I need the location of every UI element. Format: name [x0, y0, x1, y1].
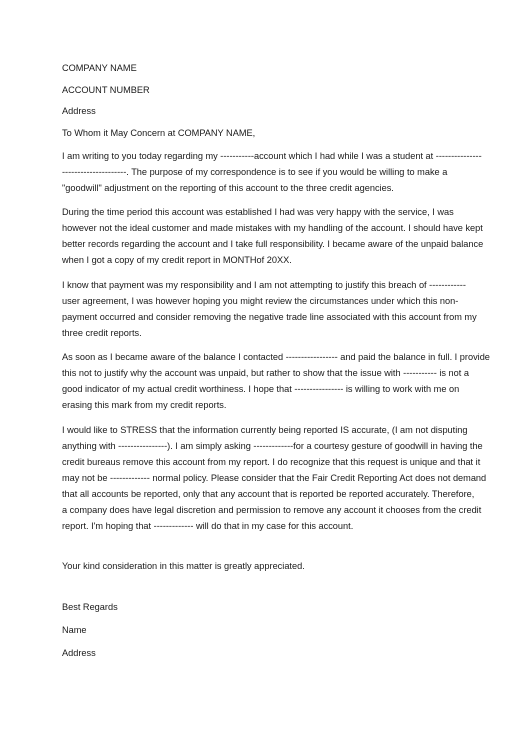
- paragraph-line: erasing this mark from my credit reports.: [62, 400, 227, 410]
- spacer: [62, 581, 474, 599]
- sign-off: Best Regards: [62, 602, 118, 612]
- spacer: [62, 542, 474, 558]
- paragraph-1: [62, 148, 482, 196]
- paragraph-line: this not to justify why the account was unpaid, but rather to show that the issue with ----------- is not a: [62, 368, 469, 378]
- paragraph-line: I am writing to you today regarding my -----------account which I had while I was a student at ---------------: [62, 150, 482, 161]
- signature-address: Address: [62, 648, 96, 658]
- company-name: COMPANY NAME: [62, 63, 137, 73]
- paragraph-line: good indicator of my actual credit worthiness. I hope that ---------------- is willing to work with me on: [62, 384, 460, 394]
- paragraph-line: however not the ideal customer and made mistakes with my handling of the account. I should have kept: [62, 223, 483, 233]
- paragraph-2: [62, 204, 484, 268]
- paragraph-line: I know that payment was my responsibility and I am not attempting to justify this breach of ------------: [62, 279, 466, 290]
- salutation: To Whom it May Concern at COMPANY NAME,: [62, 127, 256, 138]
- paragraph-line: I would like to STRESS that the information currently being reported IS accurate, (I am not disputing: [62, 424, 468, 435]
- paragraph-line: better records regarding the account and I take full responsibility. I became aware of the unpaid balance: [62, 239, 484, 249]
- paragraph-line: anything with ----------------). I am simply asking -------------for a courtesy gesture of goodwill in having the: [62, 440, 483, 451]
- paragraph-line: During the time period this account was established I had was very happy with the service, I was: [62, 207, 454, 217]
- paragraph-line: ---------------------. The purpose of my correspondence is to see if you would be willing to make a: [62, 166, 448, 177]
- paragraph-line: may not be ------------- normal policy. Please consider that the Fair Credit Reporting Act does not demand: [62, 472, 487, 483]
- paragraph-line: user agreement, I was however hoping you might review the circumstances under which this non-: [62, 295, 459, 306]
- paragraph-4: [62, 349, 490, 413]
- paragraph-line: when I got a copy of my credit report in MONTHof 20XX.: [62, 255, 292, 265]
- closing-sentence: Your kind consideration in this matter is greatly appreciated.: [62, 561, 305, 571]
- paragraph-line: "goodwill" adjustment on the reporting of this account to the three credit agencies.: [62, 182, 394, 193]
- paragraph-line: three credit reports.: [62, 327, 142, 338]
- signature-name: Name: [62, 625, 87, 635]
- paragraph-line: payment occurred and consider removing the negative trade line associated with this account from my: [62, 311, 477, 322]
- paragraph-line: report. I'm hoping that ------------- will do that in my case for this account.: [62, 520, 354, 531]
- paragraph-line: credit bureaus remove this account from my report. I do recognize that this request is unique and that it: [62, 456, 481, 467]
- account-number: ACCOUNT NUMBER: [62, 84, 150, 95]
- paragraph-3: [62, 277, 477, 341]
- paragraph-line: As soon as I became aware of the balance I contacted ----------------- and paid the balance in full. I provide: [62, 352, 490, 362]
- address: Address: [62, 106, 96, 116]
- paragraph-line: that all accounts be reported, only that any account that is reported be reported accurately. Therefore,: [62, 488, 475, 499]
- paragraph-line: a company does have legal discretion and permission to remove any account it chooses from the credit: [62, 504, 482, 515]
- letter: [62, 60, 490, 668]
- paragraph-5: [62, 422, 487, 534]
